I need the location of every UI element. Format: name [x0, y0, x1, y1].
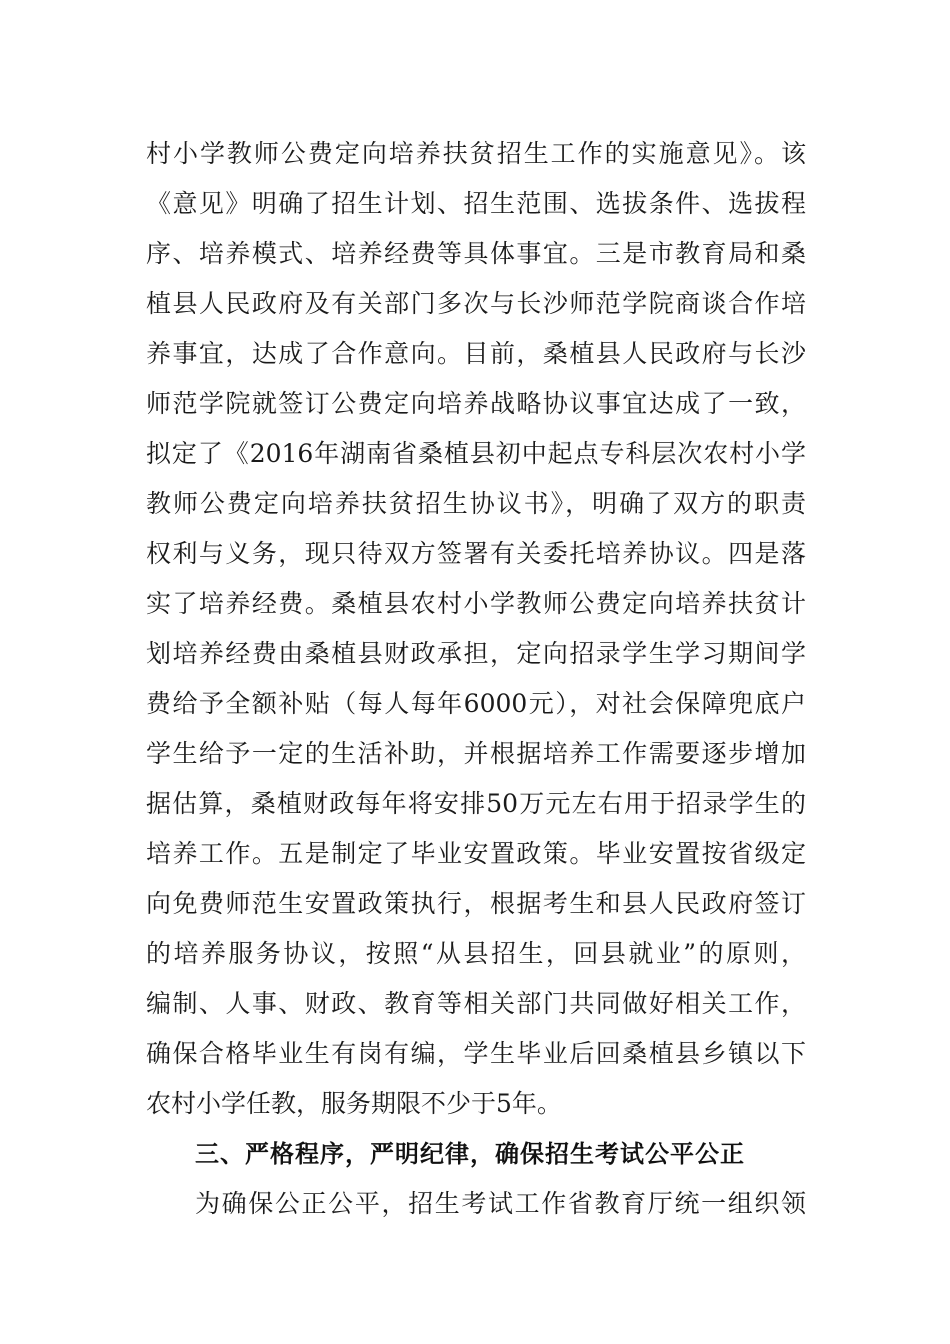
paragraph-line-13: 学生给予一定的生活补助，并根据培养工作需要逐步增加: [146, 739, 806, 768]
paragraph-line-14: 据估算，桑植财政每年将安排50万元左右用于招录学生的: [146, 789, 806, 818]
paragraph-line-10: 实了培养经费。桑植县农村小学教师公费定向培养扶贫计: [146, 589, 806, 618]
paragraph-line-6: 师范学院就签订公费定向培养战略协议事宜达成了一致，: [146, 389, 806, 418]
paragraph-line-8: 教师公费定向培养扶贫招生协议书》，明确了双方的职责: [146, 489, 806, 518]
paragraph-line-5: 养事宜，达成了合作意向。目前，桑植县人民政府与长沙: [146, 339, 806, 368]
paragraph-line-7: 拟定了《2016年湖南省桑植县初中起点专科层次农村小学: [146, 439, 806, 468]
paragraph-line-18: 编制、人事、财政、教育等相关部门共同做好相关工作，: [146, 989, 806, 1018]
paragraph-line-1: 村小学教师公费定向培养扶贫招生工作的实施意见》。该: [146, 139, 806, 168]
paragraph-line-19: 确保合格毕业生有岗有编，学生毕业后回桑植县乡镇以下: [146, 1039, 806, 1068]
paragraph-line-17: 的培养服务协议，按照“从县招生，回县就业”的原则，: [146, 939, 806, 968]
paragraph-line-15: 培养工作。五是制定了毕业安置政策。毕业安置按省级定: [146, 839, 806, 868]
section-heading: 三、严格程序，严明纪律，确保招生考试公平公正: [195, 1140, 745, 1168]
paragraph-line-16: 向免费师范生安置政策执行，根据考生和县人民政府签订: [146, 889, 806, 918]
paragraph-line-20: 农村小学任教，服务期限不少于5年。: [146, 1089, 562, 1118]
paragraph-line-4: 植县人民政府及有关部门多次与长沙师范学院商谈合作培: [146, 289, 806, 318]
paragraph-line-11: 划培养经费由桑植县财政承担，定向招录学生学习期间学: [146, 639, 806, 668]
paragraph-line-3: 序、培养模式、培养经费等具体事宜。三是市教育局和桑: [146, 239, 806, 268]
next-paragraph-line: 为确保公正公平，招生考试工作省教育厅统一组织领: [195, 1189, 806, 1218]
paragraph-line-12: 费给予全额补贴（每人每年6000元），对社会保障兜底户: [146, 689, 806, 718]
paragraph-line-2: 《意见》明确了招生计划、招生范围、选拔条件、选拔程: [146, 189, 806, 218]
paragraph-line-9: 权利与义务，现只待双方签署有关委托培养协议。四是落: [146, 539, 806, 568]
